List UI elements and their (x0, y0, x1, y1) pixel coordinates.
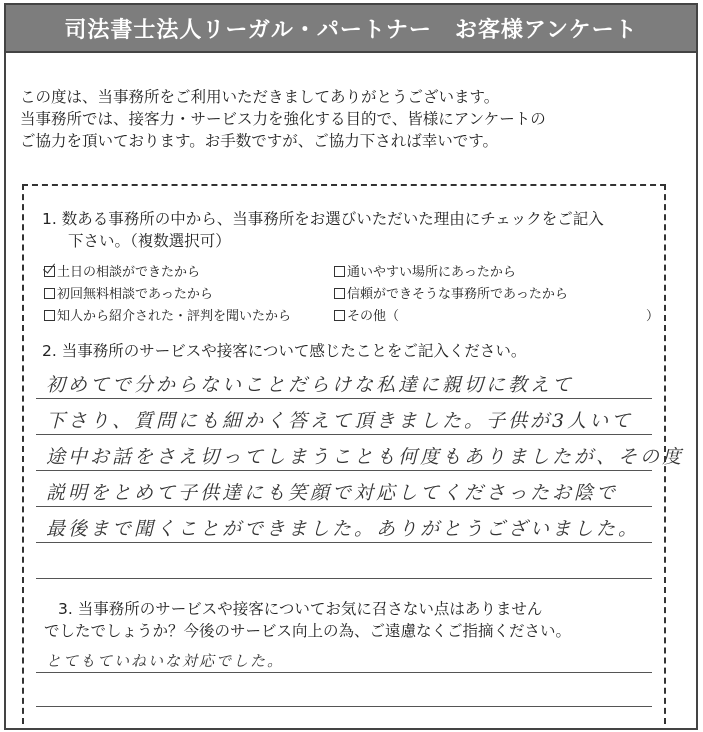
other-paren-close: ） (646, 309, 660, 324)
answer-3-line: とてもていねいな対応でした。 (46, 652, 285, 670)
form-title: 司法書士法人リーガル・パートナー お客様アンケート (6, 5, 696, 53)
option-referral[interactable] (44, 305, 291, 324)
option-label: 土日の相談ができたから (57, 265, 201, 280)
answer-rule (36, 706, 652, 707)
intro-line: 当事務所では、接客力・サービス力を強化する目的で、皆様にアンケートの (20, 110, 546, 128)
answer-rule (36, 470, 652, 471)
question-1-line2: 下さい。（複数選択可） (68, 232, 231, 250)
question-1-line1: 1. 数ある事務所の中から、当事務所をお選びいただいた理由にチェックをご記入 (42, 210, 604, 228)
option-weekend-consult[interactable] (44, 261, 200, 280)
option-label: 通いやすい場所にあったから (347, 265, 516, 280)
option-other[interactable] (334, 305, 399, 324)
answer-rule (36, 434, 652, 435)
intro-line: ご協力を頂いております。お手数ですが、ご協力下されば幸いです。 (20, 132, 499, 150)
option-convenient-location[interactable] (334, 261, 516, 280)
option-label: 信頼ができそうな事務所であったから (347, 287, 568, 302)
intro-text (20, 86, 680, 152)
checkbox-icon[interactable] (334, 288, 345, 299)
answer-2-line: 最後まで聞くことができました。ありがとうございました。 (46, 518, 641, 540)
answer-2-line: 途中お話をさえ切ってしまうことも何度もありましたが、その度 (46, 446, 685, 468)
question-3-line1: 3. 当事務所のサービスや接客についてお気に召さない点はありません (58, 600, 543, 618)
question-3-line2: でしたでしょうか？今後のサービス向上の為、ご遠慮なくご指摘ください。 (44, 622, 572, 640)
answer-rule (36, 398, 652, 399)
answer-rule (36, 672, 652, 673)
answer-rule (36, 578, 652, 579)
checkbox-icon[interactable] (334, 310, 345, 321)
intro-line: この度は、当事務所をご利用いただきましてありがとうございます。 (20, 88, 500, 106)
question-2: 2. 当事務所のサービスや接客について感じたことをご記入ください。 (42, 342, 527, 360)
answer-2-line: 説明をとめて子供達にも笑顔で対応してくださったお陰で (46, 482, 619, 504)
option-label: その他（ (347, 309, 400, 324)
answer-2-line: 下さり、質問にも細かく答えて頂きました。子供が3人いて (46, 410, 634, 432)
checkbox-icon[interactable] (44, 310, 55, 321)
survey-section (22, 184, 685, 724)
checkbox-checked-icon[interactable] (44, 266, 55, 277)
option-free-consult[interactable] (44, 283, 213, 302)
checkbox-icon[interactable] (44, 288, 55, 299)
answer-2-line: 初めてで分からないことだらけな私達に親切に教えて (46, 374, 575, 396)
option-label: 知人から紹介された・評判を聞いたから (57, 309, 292, 324)
answer-rule (36, 542, 652, 543)
question-1 (42, 208, 604, 252)
question-3 (42, 598, 571, 642)
checkbox-icon[interactable] (334, 266, 345, 277)
option-label: 初回無料相談であったから (57, 287, 213, 302)
option-trustworthy[interactable] (334, 283, 568, 302)
answer-rule (36, 506, 652, 507)
